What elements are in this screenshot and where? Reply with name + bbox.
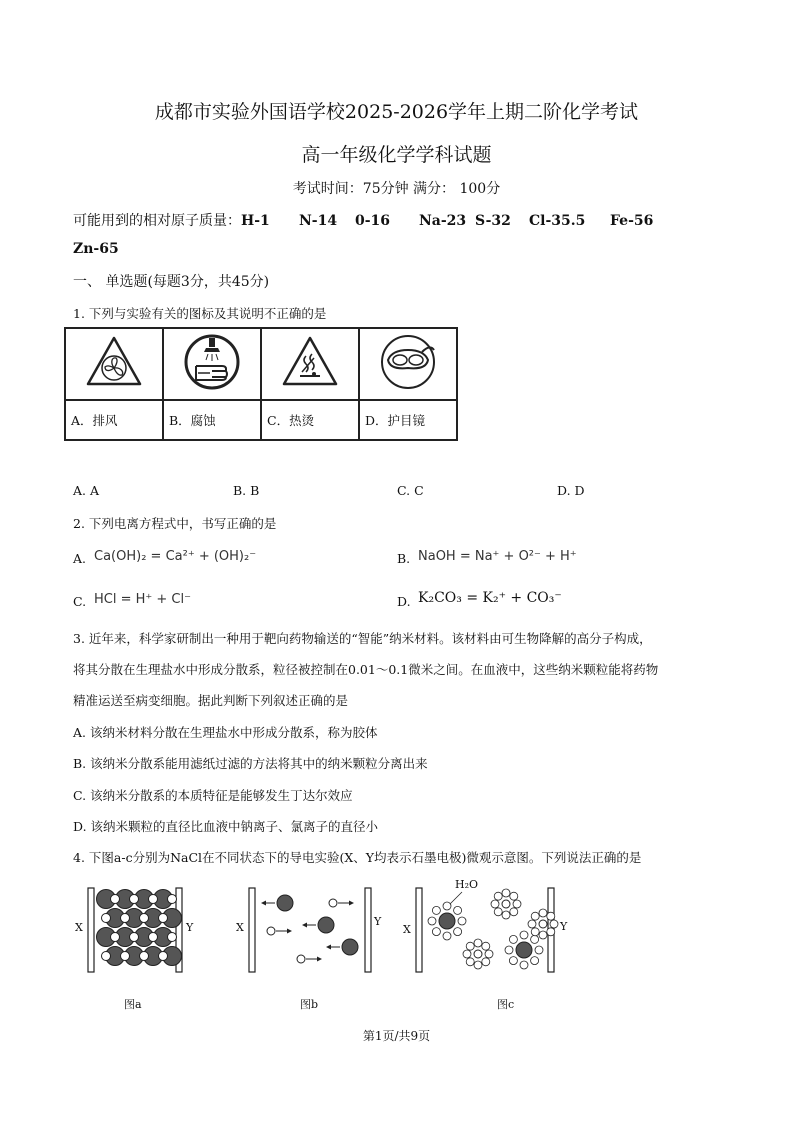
water-molecule: [466, 958, 474, 966]
section-heading: 一、 单选题(每题3分，共45分): [73, 274, 270, 290]
water-molecule: [494, 908, 502, 916]
lattice-ion: [130, 895, 139, 904]
q1-icon-table: [64, 327, 458, 441]
q2-option-b-equation: NaOH = Na⁺ + O²⁻ + H⁺: [418, 549, 577, 564]
water-molecule: [443, 902, 451, 910]
q3-option-d: D. 该纳米颗粒的直径比血液中钠离子、氯离子的直径小: [73, 819, 379, 834]
water-molecule: [443, 932, 451, 940]
q3-stem-line1: 3. 近年来，科学家研制出一种用于靶向药物输送的“智能”纳米材料。该材料由可生物降解的高分子构成，: [73, 631, 652, 646]
q2-option-c-label: C.: [73, 594, 87, 609]
water-molecule: [502, 911, 510, 919]
water-molecule: [474, 939, 482, 947]
q1-cell-b-icon: [163, 328, 261, 400]
hot-surface-icon: [280, 334, 340, 390]
hydrated-ion-core: [502, 900, 510, 908]
figure-b: [233, 885, 388, 1010]
q2-option-a-label: A.: [73, 551, 87, 566]
goggles-icon: [378, 332, 438, 392]
water-molecule: [510, 892, 518, 900]
q1-label-d: D．护目镜: [359, 400, 457, 440]
exam-title: 成都市实验外国语学校2025-2026学年上期二阶化学考试: [154, 101, 639, 123]
water-molecule: [466, 942, 474, 950]
lattice-ion: [140, 952, 149, 961]
q2-option-b-label: B.: [397, 551, 411, 566]
lattice-ion: [102, 952, 111, 961]
q1-choice-b: B. B: [233, 483, 260, 498]
water-molecule: [539, 931, 547, 939]
q1-stem: 1. 下列与实验有关的图标及其说明不正确的是: [73, 306, 327, 321]
hydrated-ion-core: [439, 913, 455, 929]
q4-stem: 4. 下图a-c分别为NaCl在不同状态下的导电实验(X、Y均表示石墨电极)微观示意图。下列说法正确的是: [73, 850, 642, 865]
water-molecule: [454, 928, 462, 936]
water-molecule: [505, 946, 513, 954]
water-molecule: [494, 892, 502, 900]
water-molecule: [531, 928, 539, 936]
page-footer: 第1页/共9页: [362, 1029, 431, 1043]
lattice-ion: [149, 933, 158, 942]
q2-option-d-equation: K₂CO₃ = K₂⁺ + CO₃⁻: [418, 590, 562, 606]
water-molecule: [520, 961, 528, 969]
q3-stem-line3: 精准运送至病变细胞。据此判断下列叙述正确的是: [73, 693, 349, 708]
figure-a-electrode-x: X: [75, 921, 83, 934]
water-molecule: [509, 957, 517, 965]
atomic-mass-s: S-32: [475, 213, 511, 229]
q3-option-a: A. 该纳米材料分散在生理盐水中形成分散系，称为胶体: [73, 725, 378, 740]
q1-label-a: A．排风: [65, 400, 163, 440]
water-molecule: [491, 900, 499, 908]
water-molecule: [454, 906, 462, 914]
water-molecule: [547, 928, 555, 936]
atomic-mass-fe: Fe-56: [610, 213, 654, 229]
lattice-ion: [130, 933, 139, 942]
exam-subtitle: 高一年级化学学科试题: [301, 144, 492, 166]
hydrated-ion-core: [539, 920, 547, 928]
water-molecule: [535, 946, 543, 954]
lattice-ion: [102, 914, 111, 923]
water-molecule: [482, 942, 490, 950]
water-molecule: [513, 900, 521, 908]
water-molecule: [485, 950, 493, 958]
q1-choice-d: D. D: [557, 483, 585, 498]
figure-b-electrode-y: Y: [374, 915, 382, 928]
lattice-ion: [121, 952, 130, 961]
figure-b-label: 图b: [300, 998, 319, 1011]
q1-choice-a: A. A: [73, 483, 100, 498]
water-molecule: [432, 928, 440, 936]
exam-info: 考试时间：75分钟 满分： 100分: [292, 181, 501, 197]
figure-b-electrode-x: X: [236, 921, 244, 934]
lattice-ion: [159, 914, 168, 923]
q1-cell-d-icon: [359, 328, 457, 400]
q1-choice-c: C. C: [397, 483, 424, 498]
figure-a: [72, 885, 202, 1010]
lattice-ion: [111, 933, 120, 942]
lattice-ion: [121, 914, 130, 923]
figure-c-water-label: H₂O: [455, 878, 479, 891]
q2-option-a-equation: Ca(OH)₂ = Ca²⁺ + (OH)₂⁻: [94, 549, 257, 564]
lattice-ion: [168, 895, 177, 904]
q3-option-c: C. 该纳米分散系的本质特征是能够发生丁达尔效应: [73, 788, 353, 803]
q2-stem: 2. 下列电离方程式中，书写正确的是: [73, 516, 277, 531]
figure-a-diagram: [72, 885, 202, 985]
figure-c-diagram: [400, 876, 580, 986]
figure-c: [400, 876, 580, 1010]
water-molecule: [502, 889, 510, 897]
figure-c-electrode-y: Y: [560, 920, 568, 933]
water-molecule: [432, 906, 440, 914]
water-molecule: [474, 961, 482, 969]
q1-label-b: B．腐蚀: [163, 400, 261, 440]
lattice-ion: [140, 914, 149, 923]
atomic-mass-line: [73, 210, 653, 230]
water-molecule: [539, 909, 547, 917]
lattice-ion: [149, 895, 158, 904]
q1-cell-c-icon: [261, 328, 359, 400]
water-molecule: [528, 920, 536, 928]
atomic-mass-h: H-1: [241, 213, 270, 229]
water-molecule: [547, 912, 555, 920]
figure-b-diagram: [233, 885, 388, 985]
water-molecule: [520, 931, 528, 939]
q3-option-b: B. 该纳米分散系能用滤纸过滤的方法将其中的纳米颗粒分离出来: [73, 756, 428, 771]
atomic-mass-zn: Zn-65: [73, 241, 119, 257]
atomic-mass-label: 可能用到的相对原子质量：: [73, 213, 241, 229]
q1-label-c: C．热烫: [261, 400, 359, 440]
lattice-ion: [168, 933, 177, 942]
fan-icon: [84, 334, 144, 390]
atomic-mass-cl: Cl-35.5: [529, 213, 586, 229]
figure-a-label: 图a: [124, 998, 142, 1011]
water-molecule: [510, 908, 518, 916]
water-molecule: [550, 920, 558, 928]
water-molecule: [428, 917, 436, 925]
water-molecule: [509, 935, 517, 943]
q2-option-d-label: D.: [397, 594, 411, 609]
atomic-mass-n: N-14: [299, 213, 338, 229]
q2-option-c-equation: HCl = H⁺ + Cl⁻: [94, 592, 191, 607]
lattice-ion: [159, 952, 168, 961]
water-molecule: [482, 958, 490, 966]
atomic-mass-o: 0-16: [355, 213, 391, 229]
water-molecule: [531, 935, 539, 943]
q1-cell-a-icon: [65, 328, 163, 400]
figure-a-electrode-y: Y: [186, 921, 194, 934]
water-molecule: [458, 917, 466, 925]
water-molecule: [531, 912, 539, 920]
hydrated-ion-core: [474, 950, 482, 958]
q3-stem-line2: 将其分散在生理盐水中形成分散系，粒径被控制在0.01～0.1微米之间。在血液中，这些纳米颗粒能将药物: [73, 662, 659, 677]
lattice-ion: [111, 895, 120, 904]
atomic-mass-na: Na-23: [419, 213, 467, 229]
hydrated-ion-core: [516, 942, 532, 958]
water-molecule: [531, 957, 539, 965]
figure-c-label: 图c: [497, 998, 515, 1011]
corrosion-hand-icon: [182, 332, 242, 392]
water-molecule: [463, 950, 471, 958]
figure-c-electrode-x: X: [403, 923, 411, 936]
